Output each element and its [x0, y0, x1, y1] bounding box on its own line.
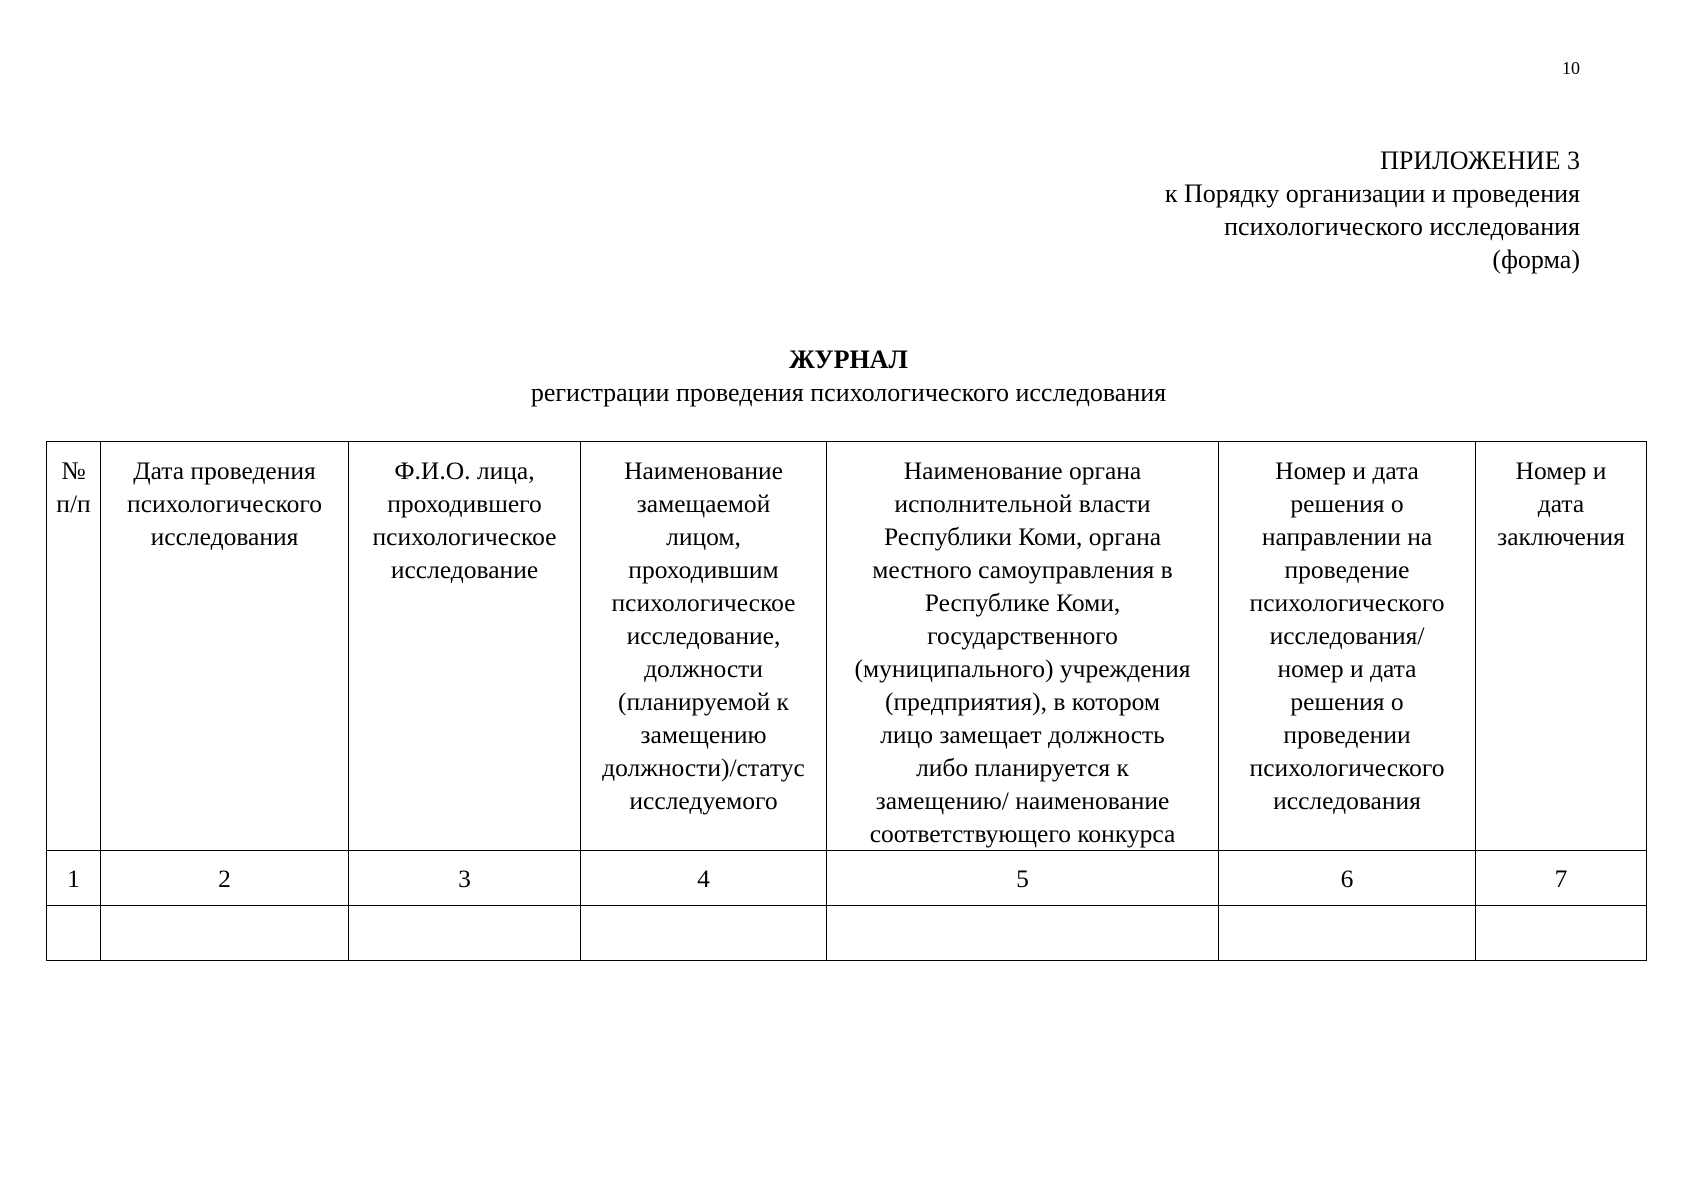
header-line: психологическое [372, 522, 557, 551]
header-line: исполнительной власти [894, 489, 1151, 518]
header-line: психологического [1249, 588, 1445, 617]
header-line: Дата проведения [133, 456, 316, 485]
header-line: психологического [1249, 753, 1445, 782]
header-line: п/п [56, 489, 91, 518]
blank-cell[interactable] [581, 906, 827, 961]
header-line: заключения [1497, 522, 1625, 551]
header-line: психологического [127, 489, 322, 518]
header-line: исследования/ [1269, 621, 1425, 650]
column-number-cell: 5 [827, 851, 1219, 906]
header-line: должности [644, 654, 763, 683]
header-line: направлении на [1261, 522, 1433, 551]
header-line: № [61, 456, 86, 485]
header-line: должности)/статус [602, 753, 805, 782]
header-cell-5 [827, 442, 1219, 851]
header-line: (муниципального) учреждения [854, 654, 1191, 683]
header-line: проведение [1284, 555, 1410, 584]
header-line: проведении [1283, 720, 1411, 749]
header-line: решения о [1290, 489, 1404, 518]
header-line: Республике Коми, [924, 588, 1121, 617]
appendix-block [1165, 144, 1580, 276]
header-line: (планируемой к [618, 687, 789, 716]
header-line: проходившим [628, 555, 779, 584]
page-number: 10 [1562, 58, 1580, 78]
header-line: проходившего [387, 489, 542, 518]
header-row [47, 442, 1647, 851]
header-line: решения о [1290, 687, 1404, 716]
blank-entry-row [47, 906, 1647, 961]
header-line: Номер и дата [1275, 456, 1419, 485]
blank-cell[interactable] [47, 906, 101, 961]
appendix-line: психологического исследования [1224, 212, 1580, 241]
appendix-line: ПРИЛОЖЕНИЕ 3 [1380, 146, 1580, 175]
column-number-cell: 1 [47, 851, 101, 906]
blank-cell[interactable] [1476, 906, 1647, 961]
header-line: местного самоуправления в [872, 555, 1173, 584]
header-line: дата [1537, 489, 1585, 518]
appendix-line: к Порядку организации и проведения [1164, 179, 1580, 208]
column-number-cell: 6 [1219, 851, 1476, 906]
header-line: замещению [640, 720, 767, 749]
header-line: государственного [927, 621, 1118, 650]
journal-table [46, 441, 1647, 961]
header-cell-1 [47, 442, 101, 851]
header-line: Наименование [624, 456, 783, 485]
document-subtitle: регистрации проведения психологического исследования [530, 378, 1167, 407]
column-number-cell: 7 [1476, 851, 1647, 906]
header-line: исследуемого [629, 786, 778, 815]
column-number-row [47, 851, 1647, 906]
header-line: либо планируется к [916, 753, 1129, 782]
column-number-cell: 2 [101, 851, 349, 906]
header-line: Наименование органа [903, 456, 1142, 485]
column-number-cell: 3 [349, 851, 581, 906]
header-line: замещению/ наименование [875, 786, 1170, 815]
header-cell-6 [1219, 442, 1476, 851]
document-title: ЖУРНАЛ [789, 345, 908, 374]
header-line: Номер и [1515, 456, 1607, 485]
column-number-cell: 4 [581, 851, 827, 906]
blank-cell[interactable] [349, 906, 581, 961]
header-line: Ф.И.О. лица, [394, 456, 535, 485]
header-cell-2 [101, 442, 349, 851]
header-line: лицом, [666, 522, 741, 551]
header-line: исследование [390, 555, 539, 584]
header-line: Республики Коми, органа [883, 522, 1162, 551]
header-line: замещаемой [636, 489, 771, 518]
header-cell-4 [581, 442, 827, 851]
blank-cell[interactable] [827, 906, 1219, 961]
header-cell-7 [1476, 442, 1647, 851]
header-line: исследования [1273, 786, 1421, 815]
blank-cell[interactable] [1219, 906, 1476, 961]
header-line: исследования [150, 522, 299, 551]
appendix-line: (форма) [1492, 245, 1580, 274]
header-line: лицо замещает должность [880, 720, 1165, 749]
header-line: психологическое [611, 588, 796, 617]
header-line: номер и дата [1277, 654, 1417, 683]
header-cell-3 [349, 442, 581, 851]
blank-cell[interactable] [101, 906, 349, 961]
header-line: соответствующего конкурса [869, 819, 1176, 848]
header-line: исследование, [626, 621, 781, 650]
header-line: (предприятия), в котором [884, 687, 1160, 716]
